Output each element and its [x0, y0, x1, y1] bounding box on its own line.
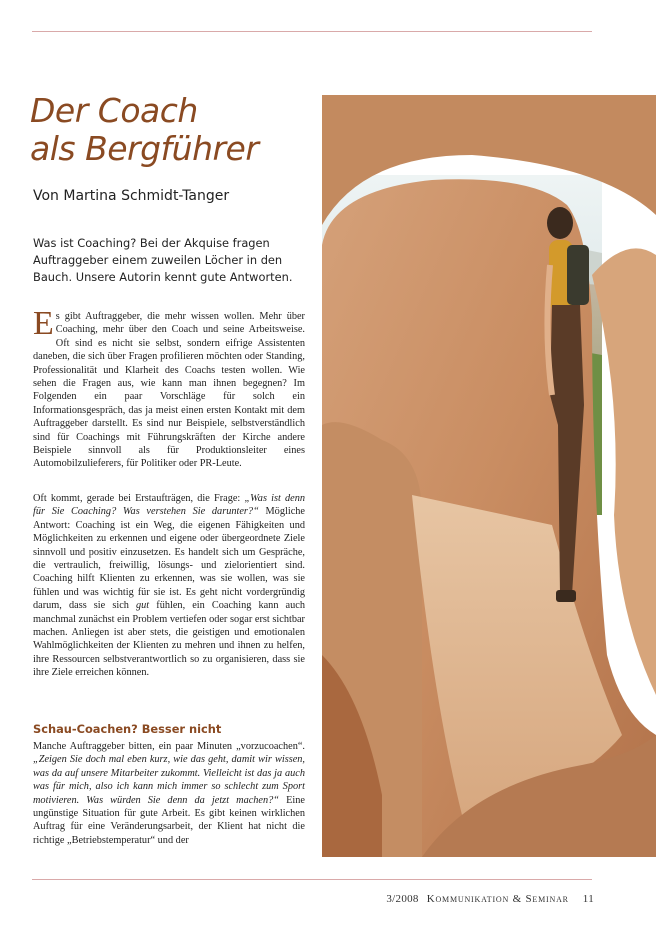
paragraph-3-text-a: Manche Auftraggeber bitten, ein paar Minuten „vorzucoachen“. — [33, 741, 305, 752]
article-title — [30, 92, 310, 168]
paragraph-3-text-b: Eine ungünstige Situation für gute Arbeit. Es gibt keinen wirklichen Auftrag für eine Veränderungsarbeit, der Klient hat nicht die richtige „Betriebstemperatur“ und der — [33, 794, 305, 846]
paragraph-2-quote: „Was ist denn für Sie Coaching? Was verstehen Sie darunter?“ — [33, 493, 305, 518]
drop-cap: E — [33, 305, 54, 342]
title-line-1: Der Coach — [30, 91, 198, 130]
article-photo — [322, 95, 656, 857]
section-subheading: Schau-Coachen? Besser nicht — [33, 722, 222, 736]
footer-page-number: 11 — [582, 893, 594, 905]
footer-issue: 3/2008 — [386, 893, 419, 905]
article-lead: Was ist Coaching? Bei der Akquise fragen Auftraggeber einem zuweilen Löcher in den Bauch. Unsere Autorin kennt gute Antworten. — [33, 236, 293, 284]
paragraph-3 — [33, 740, 305, 847]
paragraph-2-emphasis: gut — [136, 600, 150, 612]
footer-publication: Kommunikation & Seminar — [426, 893, 569, 905]
paragraph-2 — [33, 492, 305, 680]
bottom-rule — [32, 879, 592, 880]
paragraph-1 — [33, 305, 305, 471]
title-line-2: als Bergführer — [30, 129, 259, 168]
page-footer — [386, 893, 594, 905]
top-rule — [32, 31, 592, 32]
article-author: Von Martina Schmidt-Tanger — [33, 188, 230, 204]
paragraph-2-text-c: fühlen, ein Coaching kann auch manchmal zunächst ein Problem vertiefen oder sogar erst sichtbar machen. Anliegen ist aber stets, die geistigen und emotionalen Wahlmöglichkeiten der Klienten zu mehren und ihnen zu helfen, ihre Ressourcen selbstverantwortlich so zu organisieren, dass sie ihre Ziele erreichen können. — [33, 600, 305, 679]
paragraph-3-quote: „Zeigen Sie doch mal eben kurz, wie das geht, damit wir wissen, was da auf unsere Mitarbeiter zukommt. Vielleicht ist das ja auch was für mich, also ich kann mich immer so schlecht zum Sport motivieren. Was würden Sie denn da jetzt machen?“ — [33, 754, 305, 806]
paragraph-2-text-b: Mögliche Antwort: Coaching ist ein Weg, die eigenen Fähigkeiten und Möglichkeiten zu erkennen und eigene oder übergeordnete Ziele sinnvoll und positiv einzusetzen. Es handelt sich um Gespräche, die vertraulich, freiwillig, lösungs- und zielorientiert sind. Coaching hilft Klienten zu erkennen, was sie wollen, was sie fühlen und was wichtig für sie ist. Es geht nicht vordergründig darum, dass sie sich — [33, 506, 305, 612]
paragraph-1-text: s gibt Auftraggeber, die mehr wissen wollen. Mehr über Coaching, mehr über den Coach und seine Arbeitsweise. Oft sind es nicht sie selbst, sondern eifrige Assistenten daneben, die sich über Fragen profilieren möchten oder Standing, Professionalität und Klarheit des Coachs testen wollen. Wie sehen die Fragen aus, wie kann man ihnen begegnen? Im Folgenden ein paar Vorschläge für solch ein Informationsgespräch, das ja meist einen ersten Kontakt mit dem Auftraggeber darstellt. Es sind nur Beispiele, selbstverständlich sind für Coachings mit Führungskräften der Kirche andere Beispiele sinnvoll als für Produktionsleiter eines Automobilzulieferers, für Politiker oder PR-Leute. — [33, 311, 305, 470]
paragraph-2-text-a: Oft kommt, gerade bei Erstaufträgen, die Frage: — [33, 493, 245, 504]
